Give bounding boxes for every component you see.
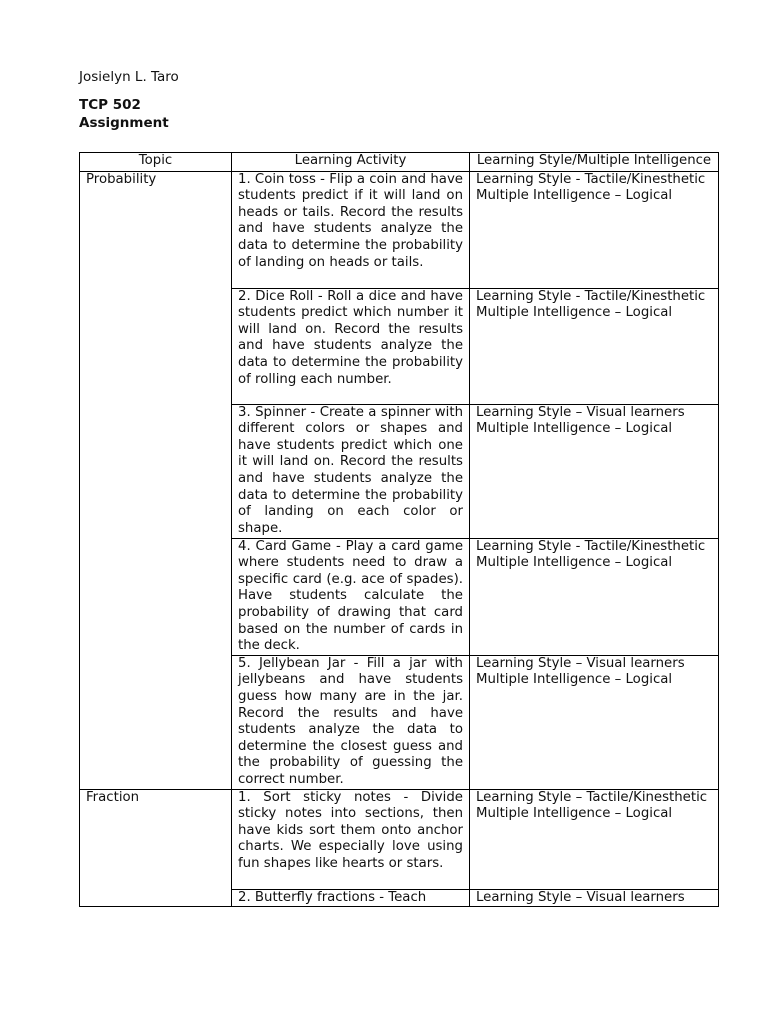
header-learning-style: Learning Style/Multiple Intelligence (470, 153, 719, 172)
learning-style-text: Learning Style - Tactile/Kinesthetic (476, 171, 706, 187)
learning-style-text: Learning Style – Visual learners (476, 889, 685, 905)
topic-cell-probability: Probability (80, 171, 232, 789)
learning-style-text: Learning Style – Visual learners (476, 404, 685, 420)
style-cell (470, 789, 719, 889)
style-cell (470, 655, 719, 789)
assignment-label: Assignment (79, 114, 169, 131)
style-cell (470, 288, 719, 404)
multiple-intelligence-text: Multiple Intelligence – Logical (476, 806, 673, 822)
author-name: Josielyn L. Taro (79, 69, 179, 85)
style-cell (470, 171, 719, 288)
activity-cell: 5. Jellybean Jar - Fill a jar with jellybeans and have students guess how many are in the jar. Record the results and have students analyze the data to determine the closest guess and the probability of guessing the correct number. (232, 655, 470, 789)
activity-table (79, 152, 719, 907)
topic-cell-fraction: Fraction (80, 789, 232, 907)
table-row (80, 171, 719, 288)
learning-style-text: Learning Style - Tactile/Kinesthetic (476, 288, 706, 304)
learning-style-text: Learning Style – Tactile/Kinesthetic (476, 789, 708, 805)
learning-style-text: Learning Style - Tactile/Kinesthetic (476, 538, 706, 554)
activity-cell: 4. Card Game - Play a card game where students need to draw a specific card (e.g. ace of spades). Have students calculate the probability of drawing that card based on the number of cards in the deck. (232, 538, 470, 655)
header-topic: Topic (80, 153, 232, 172)
multiple-intelligence-text: Multiple Intelligence – Logical (476, 555, 673, 571)
multiple-intelligence-text: Multiple Intelligence – Logical (476, 421, 673, 437)
style-cell (470, 404, 719, 538)
multiple-intelligence-text: Multiple Intelligence – Logical (476, 188, 673, 204)
learning-style-text: Learning Style – Visual learners (476, 655, 685, 671)
style-cell (470, 889, 719, 907)
header-learning-activity: Learning Activity (232, 153, 470, 172)
course-code: TCP 502 (79, 97, 141, 113)
multiple-intelligence-text: Multiple Intelligence – Logical (476, 672, 673, 688)
style-cell (470, 538, 719, 655)
table-header-row (80, 153, 719, 172)
activity-cell: 2. Dice Roll - Roll a dice and have students predict which number it will land on. Record the results and have students analyze the data to determine the probability of rolling each number. (232, 288, 470, 404)
activity-cell: 1. Sort sticky notes - Divide sticky notes into sections, then have kids sort them onto anchor charts. We especially love using fun shapes like hearts or stars. (232, 789, 470, 889)
document-title (79, 97, 279, 132)
activity-cell: 3. Spinner - Create a spinner with different colors or shapes and have students predict which one it will land on. Record the results and have students analyze the data to determine the probability of landing on each color or shape. (232, 404, 470, 538)
activity-cell: 2. Butterfly fractions - Teach (232, 889, 470, 907)
table-row (80, 789, 719, 889)
multiple-intelligence-text: Multiple Intelligence – Logical (476, 305, 673, 321)
activity-cell: 1. Coin toss - Flip a coin and have students predict if it will land on heads or tails. Record the results and have students analyze the data to determine the probability of landing on heads or tails. (232, 171, 470, 288)
